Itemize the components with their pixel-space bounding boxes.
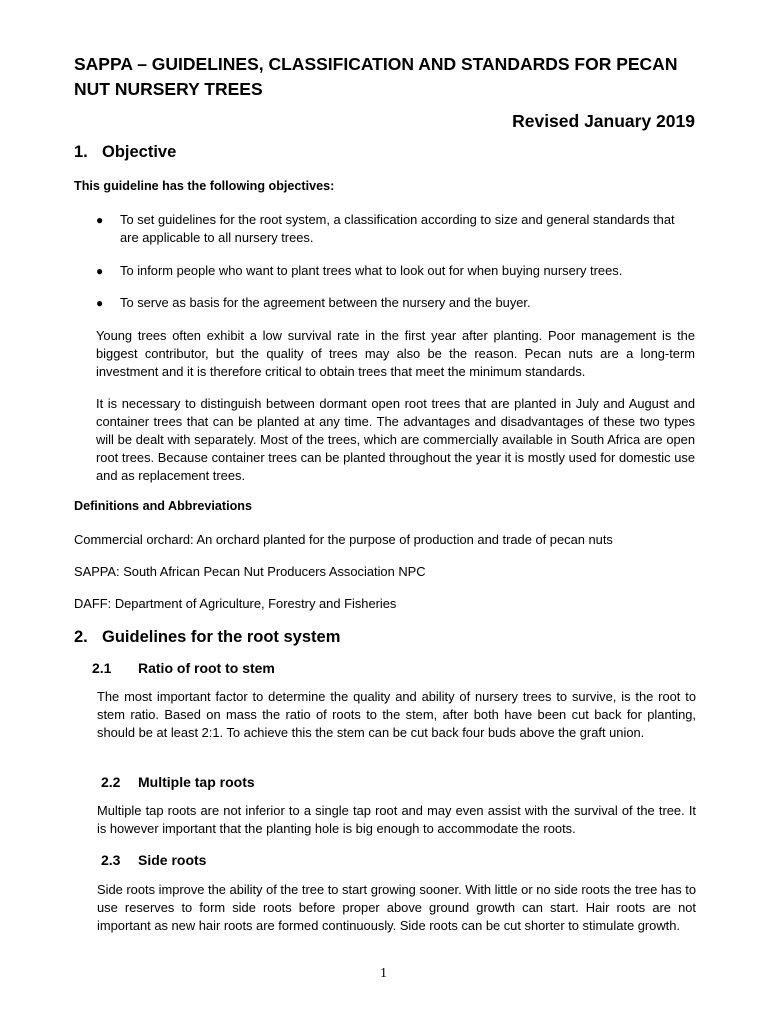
section-number: 1. (74, 143, 88, 161)
paragraph: The most important factor to determine the quality and ability of nursery trees to survive, is the root to stem ratio. Based on mass the ratio of roots to the stem, after both have been cut back for planting, should be at least 2:1. To achieve this the stem can be cut back four buds above the graft union. (97, 689, 696, 740)
list-item-text: To inform people who want to plant trees what to look out for when buying nursery trees. (120, 263, 623, 278)
subsection-number: 2.3 (101, 852, 121, 868)
paragraph: Side roots improve the ability of the tree to start growing sooner. With little or no side roots the tree has to use reserves to form side roots before proper above ground growth can start. Hair roots are not important as new hair roots are formed continuously. Side roots can be cut shorter to stimulate growth. (97, 882, 696, 933)
definition-item: SAPPA: South African Pecan Nut Producers Association NPC (74, 564, 426, 579)
subsection-title: Multiple tap roots (138, 774, 255, 790)
bullet-icon: ● (96, 213, 104, 227)
section-title: Guidelines for the root system (102, 628, 341, 646)
subsection-2-3-heading (101, 852, 206, 868)
paragraph: Young trees often exhibit a low survival rate in the first year after planting. Poor management is the biggest contributor, but the quality of trees may also be the reason. Pecan nuts are a long-term investment and it is therefore critical to obtain trees that meet the minimum standards. (96, 328, 695, 379)
paragraph: Multiple tap roots are not inferior to a single tap root and may even assist with the survival of the tree. It is however important that the planting hole is big enough to accommodate the roots. (97, 803, 696, 836)
revision-date: Revised January 2019 (512, 111, 695, 131)
section-title: Objective (102, 143, 177, 161)
subsection-title: Side roots (138, 852, 207, 868)
list-item (96, 294, 696, 312)
section-2-heading (74, 628, 340, 647)
page-number: 1 (380, 966, 387, 981)
list-item (96, 262, 696, 280)
subsection-number: 2.1 (92, 660, 112, 676)
definition-item: DAFF: Department of Agriculture, Forestry and Fisheries (74, 596, 397, 611)
list-item-text: To set guidelines for the root system, a classification according to size and general standards that are applicable to all nursery trees. (120, 212, 675, 245)
list-item-text: To serve as basis for the agreement between the nursery and the buyer. (120, 295, 531, 310)
paragraph: It is necessary to distinguish between dormant open root trees that are planted in July and August and container trees that can be planted at any time. The advantages and disadvantages of these two types will be dealt with separately. Most of the trees, which are commercially available in South Africa are open root trees. Because container trees can be planted throughout the year it is mostly used for domestic use and as replacement trees. (96, 396, 695, 483)
bullet-icon: ● (96, 296, 104, 310)
list-item (96, 211, 696, 247)
definitions-heading: Definitions and Abbreviations (74, 499, 252, 513)
subsection-number: 2.2 (101, 774, 121, 790)
bullet-icon: ● (96, 264, 104, 278)
subsection-title: Ratio of root to stem (138, 660, 275, 676)
subsection-2-1-heading (92, 660, 275, 676)
section-1-heading (74, 143, 176, 162)
objectives-intro: This guideline has the following objectives: (74, 179, 335, 193)
document-title: SAPPA – GUIDELINES, CLASSIFICATION AND STANDARDS FOR PECAN NUT NURSERY TREES (74, 54, 678, 99)
definition-item: Commercial orchard: An orchard planted for the purpose of production and trade of pecan nuts (74, 532, 613, 547)
subsection-2-2-heading (101, 774, 255, 790)
section-number: 2. (74, 628, 88, 646)
